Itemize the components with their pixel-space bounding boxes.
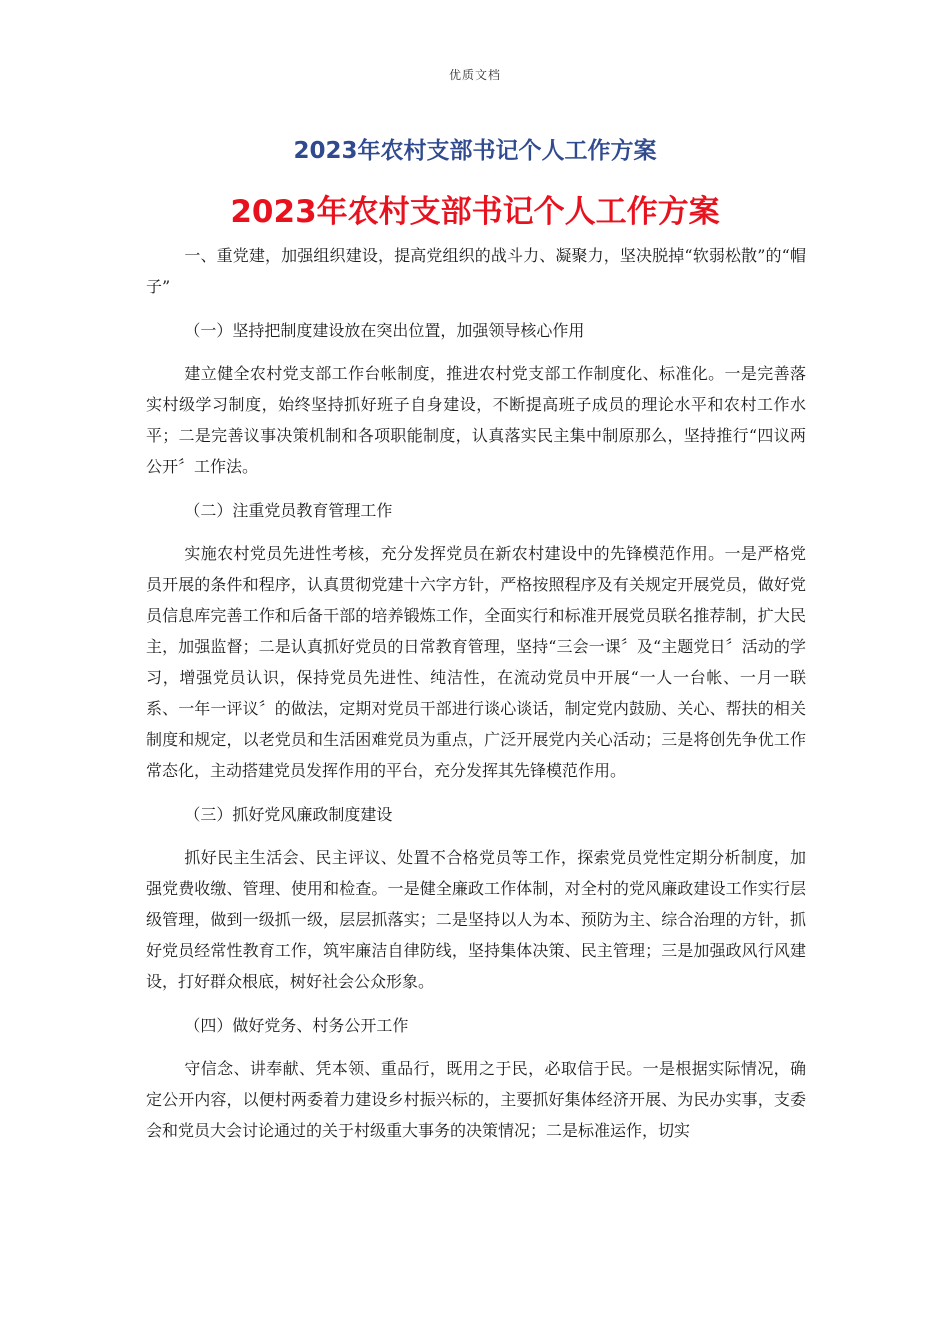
section-heading-4: （四）做好党务、村务公开工作 bbox=[184, 1016, 409, 1035]
document-subtitle: 2023年农村支部书记个人工作方案 bbox=[230, 194, 720, 230]
intro-paragraph: 一、重党建，加强组织建设，提高党组织的战斗力、凝聚力，坚决脱掉“软弱松散”的“帽子” bbox=[146, 246, 806, 296]
page-header: 优质文档 bbox=[448, 68, 501, 82]
section-heading-2: （二）注重党员教育管理工作 bbox=[184, 501, 393, 520]
section-heading-1: （一）坚持把制度建设放在突出位置，加强领导核心作用 bbox=[184, 321, 585, 340]
document-title: 2023年农村支部书记个人工作方案 bbox=[293, 138, 657, 164]
section-paragraph-2: 实施农村党员先进性考核，充分发挥党员在新农村建设中的先锋模范作用。一是严格党员开展的条件和程序，认真贯彻党建十六字方针，严格按照程序及有关规定开展党员，做好党员信息库完善工作和后备干部的培养锻炼工作，全面实行和标准开展党员联名推荐制，扩大民主，加强监督；二是认真抓好党员的日常教育管理，坚持“三会一课〞及“主题党日〞活动的学习，增强党员认识，保持党员先进性、纯洁性，在流动党员中开展“一人一台帐、一月一联系、一年一评议〞的做法，定期对党员干部进行谈心谈话，制定党内鼓励、关心、帮扶的相关制度和规定，以老党员和生活困难党员为重点，广泛开展党内关心活动；三是将创先争优工作常态化，主动搭建党员发挥作用的平台，充分发挥其先锋模范作用。 bbox=[146, 544, 806, 780]
section-paragraph-1: 建立健全农村党支部工作台帐制度，推进农村党支部工作制度化、标准化。一是完善落实村级学习制度，始终坚持抓好班子自身建设，不断提高班子成员的理论水平和农村工作水平；二是完善议事决策机制和各项职能制度，认真落实民主集中制原那么，坚持推行“四议两公开〞工作法。 bbox=[146, 364, 806, 476]
document-body bbox=[146, 240, 806, 1146]
section-paragraph-3: 抓好民主生活会、民主评议、处置不合格党员等工作，探索党员党性定期分析制度，加强党费收缴、管理、使用和检查。一是健全廉政工作体制，对全村的党风廉政建设工作实行层级管理，做到一级抓一级，层层抓落实；二是坚持以人为本、预防为主、综合治理的方针，抓好党员经常性教育工作，筑牢廉洁自律防线，坚持集体决策、民主管理；三是加强政风行风建设，打好群众根底，树好社会公众形象。 bbox=[146, 848, 806, 991]
section-paragraph-4: 守信念、讲奉献、凭本领、重品行，既用之于民，必取信于民。一是根据实际情况，确定公开内容，以便村两委着力建设乡村振兴标的，主要抓好集体经济开展、为民办实事，支委会和党员大会讨论通过的关于村级重大事务的决策情况；二是标准运作，切实 bbox=[146, 1059, 806, 1140]
section-heading-3: （三）抓好党风廉政制度建设 bbox=[184, 805, 393, 824]
